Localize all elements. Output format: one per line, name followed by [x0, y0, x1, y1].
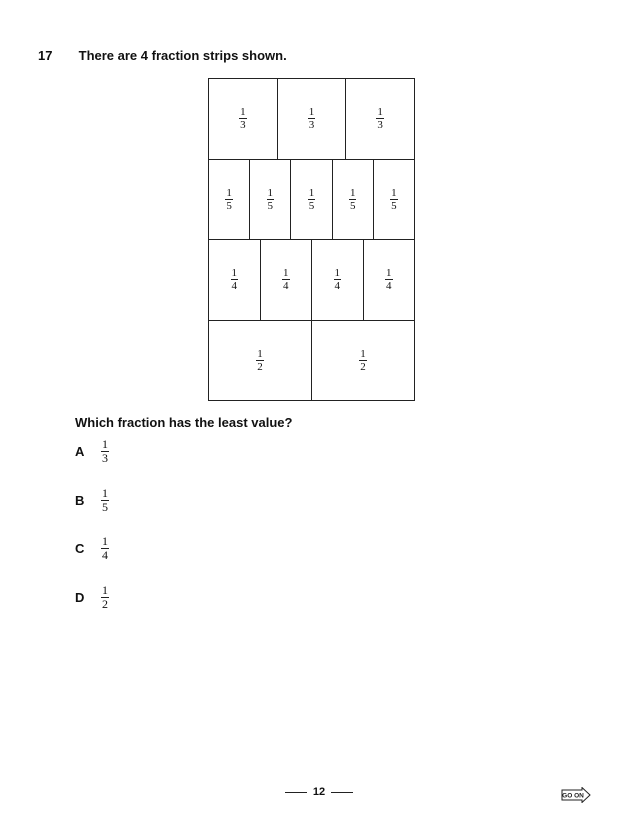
footer-rule-right: [331, 792, 353, 793]
fraction-label: $\frac{1}{4}$: [231, 267, 237, 293]
choice-letter: D: [75, 590, 85, 605]
question-text: There are 4 fraction strips shown.: [78, 48, 287, 63]
strip-cell: [208, 159, 250, 241]
fraction-label: $\frac{1}{2}$: [257, 347, 263, 373]
choice-d[interactable]: [75, 584, 109, 611]
choice-fraction: $\frac{1}{4}$: [102, 534, 108, 562]
strip-fifths: [208, 159, 415, 240]
fraction-strips: [208, 78, 415, 400]
fraction-label: $\frac{1}{3}$: [308, 106, 315, 132]
choice-fraction: $\frac{1}{5}$: [102, 486, 108, 514]
strip-cell: [311, 320, 415, 402]
fraction-label: $\frac{1}{3}$: [240, 106, 246, 132]
question-header: [38, 48, 287, 63]
fraction-label: $\frac{1}{5}$: [226, 186, 232, 212]
strip-cell: [332, 159, 374, 241]
strip-cell: [363, 239, 416, 321]
fraction-label: $\frac{1}{5}$: [349, 186, 356, 212]
question-number: 17: [38, 48, 53, 63]
go-on-arrow-icon: [561, 787, 591, 803]
fraction-label: $\frac{1}{5}$: [391, 186, 397, 212]
fraction-label: $\frac{1}{3}$: [377, 106, 383, 132]
page-number: 12: [312, 786, 326, 798]
strip-cell: [249, 159, 291, 241]
go-on-label: GO ON: [562, 792, 584, 800]
strip-cell: [277, 78, 347, 160]
choice-fraction: $\frac{1}{3}$: [102, 437, 108, 465]
strip-cell: [208, 320, 312, 402]
footer-rule-left: [285, 792, 307, 793]
strip-fourths: [208, 239, 415, 320]
fraction-label: $\frac{1}{4}$: [334, 267, 340, 293]
choice-c[interactable]: [75, 535, 109, 562]
choice-letter: B: [75, 493, 85, 508]
choice-a[interactable]: [75, 438, 109, 465]
strip-cell: [208, 78, 278, 160]
strip-halves: [208, 320, 415, 401]
page-number-footer: [0, 786, 638, 798]
strip-cell: [208, 239, 261, 321]
fraction-label: $\frac{1}{5}$: [308, 186, 315, 212]
strip-cell: [345, 78, 415, 160]
fraction-label: $\frac{1}{4}$: [283, 267, 289, 293]
strip-cell: [311, 239, 364, 321]
fraction-label: $\frac{1}{2}$: [360, 347, 366, 373]
choice-letter: A: [75, 444, 85, 459]
question-prompt: Which fraction has the least value?: [75, 415, 293, 430]
strip-cell: [260, 239, 313, 321]
choice-fraction: $\frac{1}{2}$: [102, 583, 108, 611]
strip-cell: [373, 159, 415, 241]
fraction-label: $\frac{1}{5}$: [267, 186, 274, 212]
strip-cell: [290, 159, 332, 241]
choice-letter: C: [75, 541, 85, 556]
strip-thirds: [208, 78, 415, 159]
fraction-label: $\frac{1}{4}$: [386, 267, 392, 293]
choice-b[interactable]: [75, 487, 109, 514]
